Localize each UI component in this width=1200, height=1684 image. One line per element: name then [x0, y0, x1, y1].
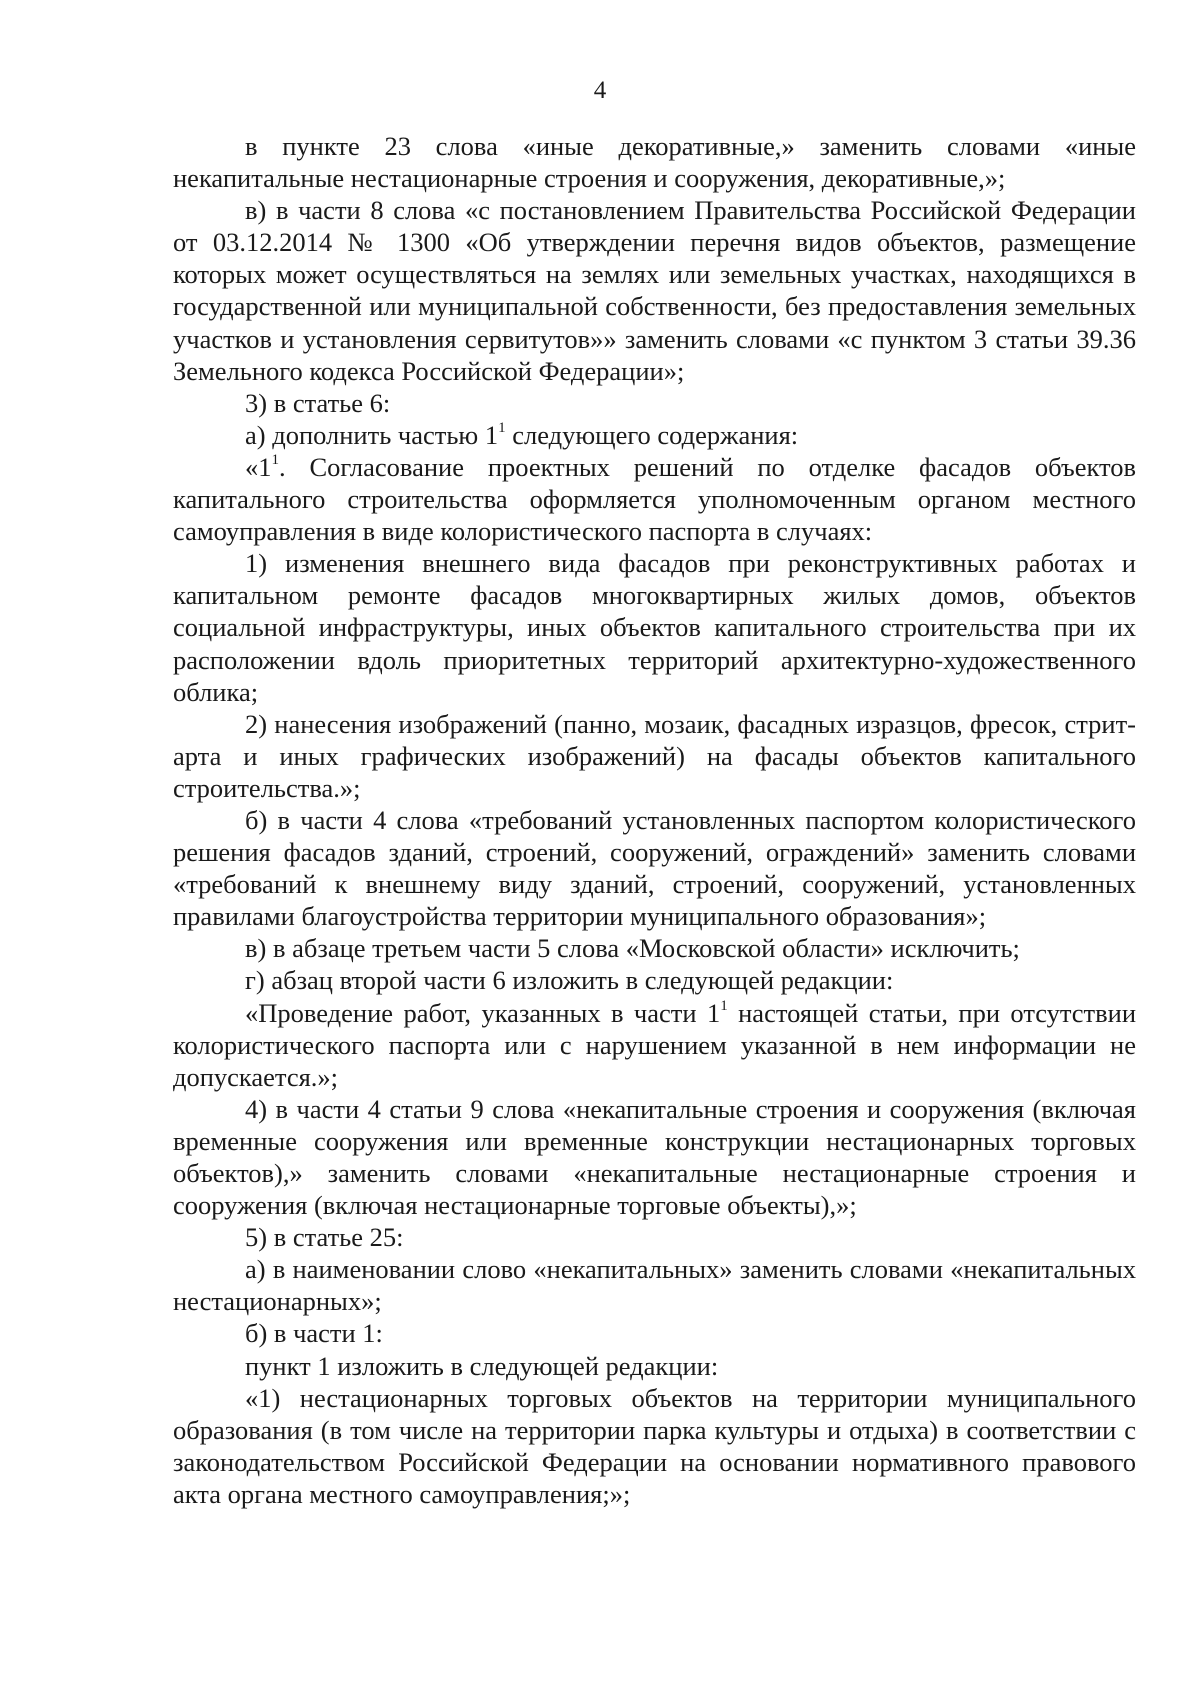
page-number: 4 [593, 77, 607, 104]
text-segment: следующего содержания: [505, 419, 799, 450]
paragraph-add-part-1-1 [173, 419, 1136, 451]
superscript: 1 [720, 997, 728, 1014]
text-segment: «1 [245, 451, 272, 482]
text-segment: . Согласование проектных решений по отделке фасадов объектов капитального строительства оформляется уполномоченным органом местного самоуправления в виде колористического паспорта в случаях: [173, 451, 1136, 547]
paragraph-part-6: г) абзац второй части 6 изложить в следующей редакции: [245, 965, 894, 996]
superscript: 1 [498, 419, 506, 436]
text-segment: «Проведение работ, указанных в части 1 [245, 997, 721, 1028]
paragraph-part-1-1-text [173, 451, 1136, 547]
paragraph-part-5: в) в абзаце третьем части 5 слова «Московской области» исключить; [245, 933, 1020, 964]
paragraph-part-1: б) в части 1: [245, 1318, 383, 1349]
document-body [173, 130, 1136, 1510]
paragraph-item-1-text: «1) нестационарных торговых объектов на территории муниципального образования (в том числе на территории парка культуры и отдыха) в соответствии с законодательством Российской Федерации на основании нормативного правового акта органа местного самоуправления;»; [173, 1382, 1136, 1509]
paragraph-case-2: 2) нанесения изображений (панно, мозаик, фасадных изразцов, фресок, стрит-арта и иных графических изображений) на фасады объектов капитального строительства.»; [173, 708, 1136, 803]
paragraph-part-4: б) в части 4 слова «требований установленных паспортом колористического решения фасадов зданий, строений, сооружений, ограждений» заменить словами «требований к внешнему виду зданий, строений, сооружений, установленных правилами благоустройства территории муниципального образования»; [173, 804, 1136, 932]
paragraph-part-8: в) в части 8 слова «с постановлением Правительства Российской Федерации от 03.12.2014 № 1300 «Об утверждении перечня видов объектов, размещение которых может осуществляться на землях или земельных участках, находящихся в государственной или муниципальной собственности, без предоставления земельных участков и установления сервитутов»» заменить словами «с пунктом 3 статьи 39.36 Земельного кодекса Российской Федерации»; [173, 195, 1136, 386]
paragraph-article-25: 5) в статье 25: [245, 1222, 404, 1253]
text-segment: настоящей статьи, при отсутствии колористического паспорта или с нарушением указанной в нем информации не допускается.»; [173, 997, 1137, 1092]
paragraph-item-1: пункт 1 изложить в следующей редакции: [245, 1350, 719, 1381]
paragraph-title-change: а) в наименовании слово «некапитальных» заменить словами «некапитальных нестационарных»; [173, 1254, 1136, 1317]
paragraph-article-6: 3) в статье 6: [245, 387, 391, 418]
superscript: 1 [271, 451, 279, 468]
paragraph-part-6-text [173, 997, 1136, 1093]
paragraph-article-9: 4) в части 4 статьи 9 слова «некапитальные строения и сооружения (включая временные сооружения или временные конструкции нестационарных торговых объектов),» заменить словами «некапитальные нестационарные строения и сооружения (включая нестационарные торговые объекты),»; [173, 1093, 1136, 1221]
text-segment: а) дополнить частью 1 [245, 419, 499, 450]
paragraph-case-1: 1) изменения внешнего вида фасадов при реконструктивных работах и капитальном ремонте фасадов многоквартирных жилых домов, объектов социальной инфраструктуры, иных объектов капитального строительства при их расположении вдоль приоритетных территорий архитектурно-художественного облика; [173, 548, 1136, 707]
paragraph-item-23: в пункте 23 слова «иные декоративные,» заменить словами «иные некапитальные нестационарные строения и сооружения, декоративные,»; [173, 131, 1136, 194]
